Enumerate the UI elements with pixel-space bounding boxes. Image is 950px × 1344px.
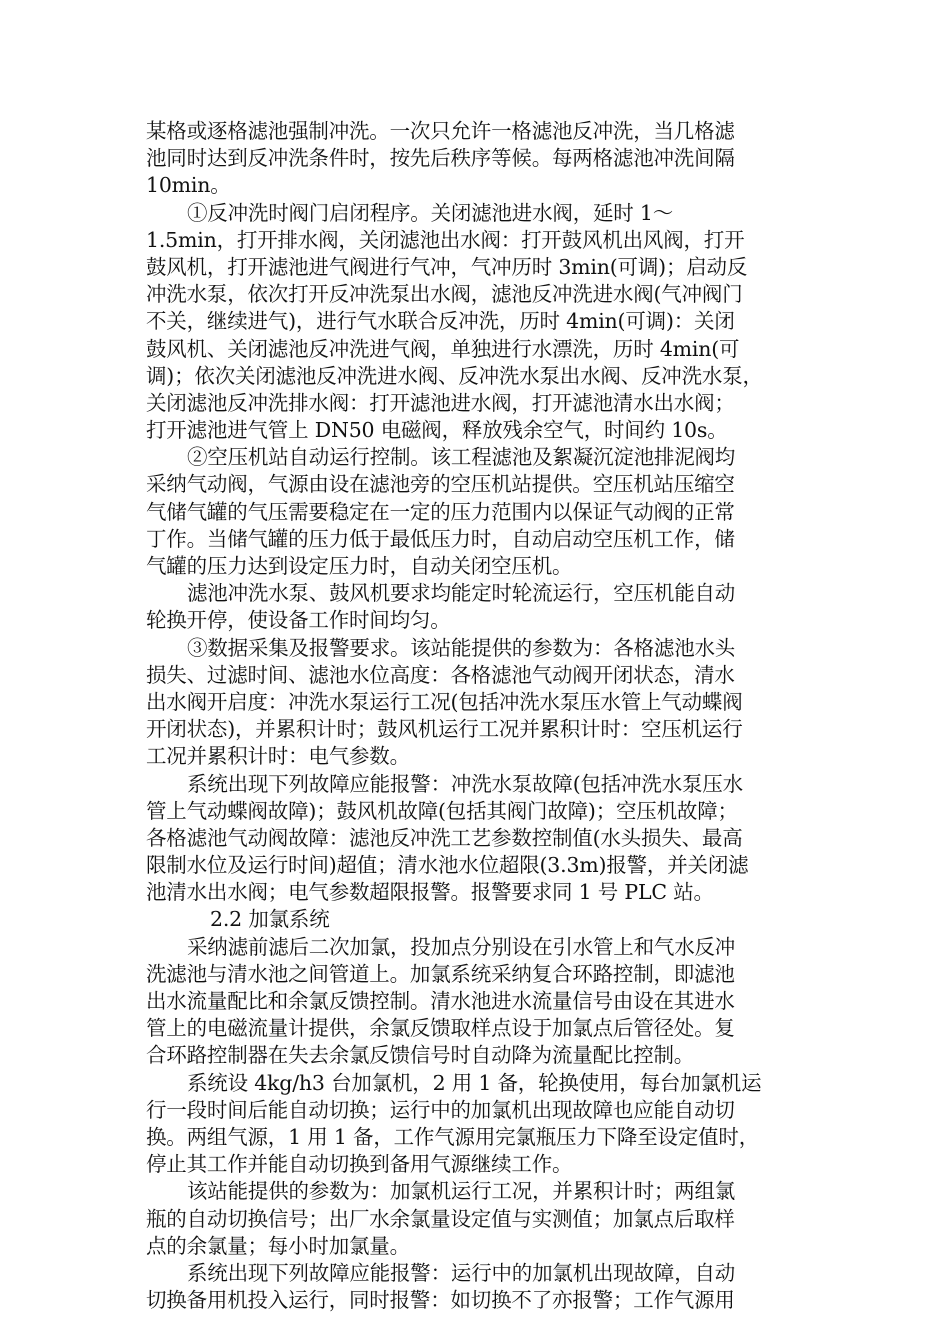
text-line: 限制水位及运行时间)超值；清水池水位超限(3.3m)报警，并关闭滤 [146, 853, 749, 878]
text-line: 点的余氯量；每小时加氯量。 [146, 1233, 410, 1258]
text-line: 合环路控制器在失去余氯反馈信号时自动降为流量配比控制。 [146, 1043, 695, 1068]
text-line: 池清水出水阀；电气参数超限报警。报警要求同 1 号 PLC 站。 [146, 880, 714, 905]
text-line: 瓶的自动切换信号；出厂水余氯量设定值与实测值；加氯点后取样 [146, 1206, 735, 1231]
text-line: 冲洗水泵，依次打开反冲洗泵出水阀，滤池反冲洗进水阀(气冲阀门 [146, 282, 743, 307]
document-body [146, 118, 826, 1314]
text-line: 打开滤池进气管上 DN50 电磁阀，释放残余空气，时间约 10s。 [146, 418, 728, 443]
text-line: 系统出现下列故障应能报警：运行中的加氯机出现故障，自动 [187, 1260, 736, 1285]
section-heading: 2.2 加氯系统 [210, 907, 330, 932]
text-line: 系统出现下列故障应能报警：冲洗水泵故障(包括冲洗水泵压水 [187, 771, 743, 796]
text-line: 出水阀开启度：冲洗水泵运行工况(包括冲洗水泵压水管上气动蝶阀 [146, 689, 743, 714]
text-line: 采纳滤前滤后二次加氯，投加点分别设在引水管上和气水反冲 [187, 934, 736, 959]
text-line: 10min。 [146, 173, 231, 198]
text-line: 该站能提供的参数为：加氯机运行工况，并累积计时；两组氯 [187, 1179, 736, 1204]
text-line: 行一段时间后能自动切换；运行中的加氯机出现故障也应能自动切 [146, 1097, 735, 1122]
text-line: 池同时达到反冲洗条件时，按先后秩序等候。每两格滤池冲洗间隔 [146, 146, 735, 171]
text-line: 切换备用机投入运行，同时报警：如切换不了亦报警；工作气源用 [146, 1288, 735, 1313]
text-line: 洗滤池与清水池之间管道上。加氯系统采纳复合环路控制，即滤池 [146, 961, 735, 986]
text-line: 1.5min，打开排水阀，关闭滤池出水阀：打开鼓风机出风阀，打开 [146, 227, 745, 252]
text-line: 气罐的压力达到设定压力时，自动关闭空压机。 [146, 554, 573, 578]
text-line: 鼓风机，打开滤池进气阀进行气冲，气冲历时 3min(可调)；启动反 [146, 254, 748, 279]
text-line: 管上气动蝶阀故障)；鼓风机故障(包括其阀门故障)；空压机故障； [146, 798, 738, 823]
text-line: 不关，继续进气)，进行气水联合反冲洗，历时 4min(可调)：关闭 [146, 309, 735, 334]
text-line: 各格滤池气动阀故障：滤池反冲洗工艺参数控制值(水头损失、最高 [146, 825, 743, 850]
text-line: 某格或逐格滤池强制冲洗。一次只允许一格滤池反冲洗，当几格滤 [146, 119, 735, 143]
text-line: 关闭滤池反冲洗排水阀：打开滤池进水阀，打开滤池清水出水阀； [146, 390, 735, 415]
text-line: 出水流量配比和余氯反馈控制。清水池进水流量信号由设在其进水 [146, 989, 735, 1013]
text-line: ③数据采集及报警要求。该站能提供的参数为：各格滤池水头 [187, 635, 736, 660]
text-line: 系统设 4kg/h3 台加氯机，2 用 1 备，轮换使用，每台加氯机运 [187, 1070, 762, 1095]
text-line: ①反冲洗时阀门启闭程序。关闭滤池进水阀，延时 1～ [187, 200, 674, 225]
text-line: 滤池冲洗水泵、鼓风机要求均能定时轮流运行，空压机能自动 [187, 581, 736, 606]
text-line: 采纳气动阀，气源由设在滤池旁的空压机站提供。空压机站压缩空 [146, 472, 735, 497]
text-line: 工况并累积计时：电气参数。 [146, 744, 410, 769]
text-line: 损失、过滤时间、滤池水位高度：各格滤池气动阀开闭状态，清水 [146, 662, 735, 687]
text-line: 轮换开停，使设备工作时间均匀。 [146, 608, 451, 633]
text-line: 开闭状态)，并累积计时；鼓风机运行工况并累积计时：空压机运行 [146, 717, 743, 742]
text-line: 丁作。当储气罐的压力低于最低压力时，自动启动空压机工作，储 [146, 526, 735, 551]
text-line: 调)；依次关闭滤池反冲洗进水阀、反冲洗水泵出水阀、反冲洗水泵， [146, 363, 763, 388]
text-line: 鼓风机、关闭滤池反冲洗进气阀，单独进行水漂洗，历时 4min(可 [146, 336, 740, 361]
text-line: ②空压机站自动运行控制。该工程滤池及絮凝沉淀池排泥阀均 [187, 445, 736, 470]
text-line: 管上的电磁流量计提供，余氯反馈取样点设于加氯点后管径处。复 [146, 1016, 735, 1041]
text-line: 换。两组气源，1 用 1 备，工作气源用完氯瓶压力下降至设定值时， [146, 1124, 760, 1149]
text-line: 气储气罐的气压需要稳定在一定的压力范围内以保证气动阀的正常 [146, 499, 735, 524]
text-line: 停止其工作并能自动切换到备用气源继续工作。 [146, 1152, 573, 1177]
